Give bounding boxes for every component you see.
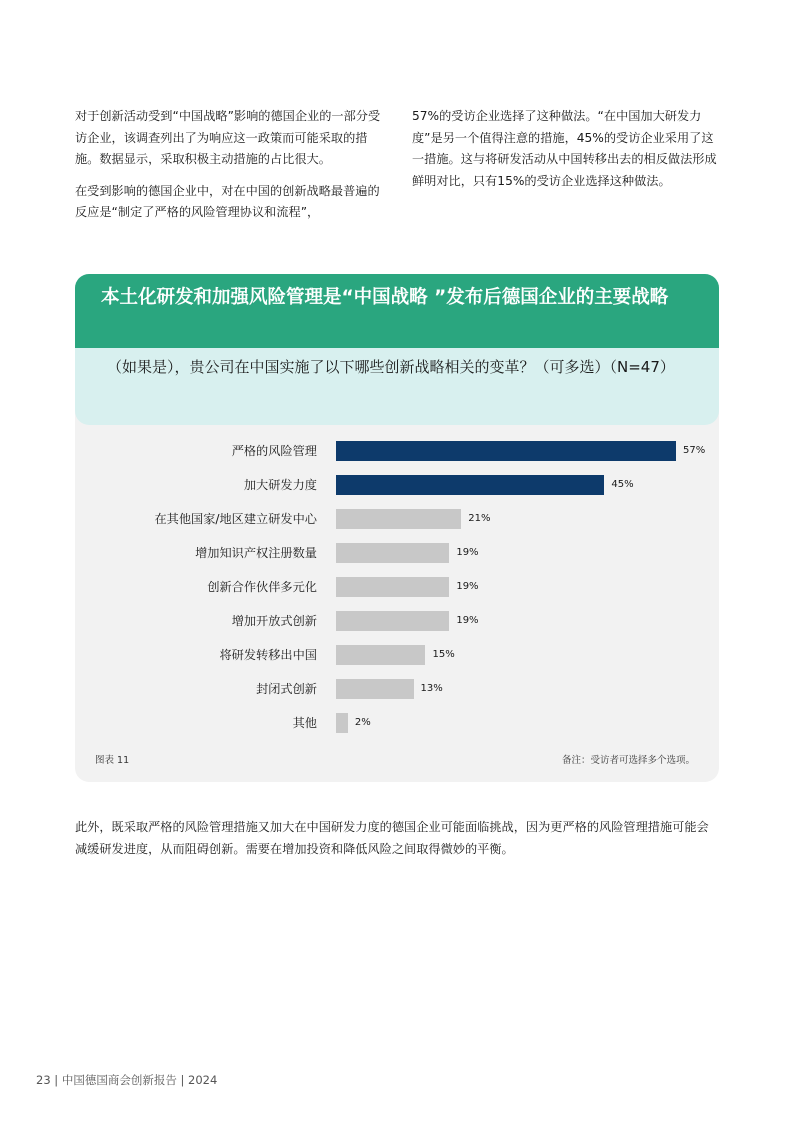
bar bbox=[336, 645, 425, 665]
bar-category-label: 其他 bbox=[292, 716, 317, 730]
bar-value-label: 57% bbox=[683, 445, 706, 456]
bar-category-label: 创新合作伙伴多元化 bbox=[207, 580, 317, 594]
bar-category-label: 封闭式创新 bbox=[256, 682, 317, 696]
bar-category-label: 严格的风险管理 bbox=[231, 444, 317, 458]
bar bbox=[336, 713, 348, 733]
bar bbox=[336, 679, 414, 699]
intro-paragraph: 对于创新活动受到“中国战略”影响的德国企业的一部分受访企业，该调查列出了为响应这一政策而可能采取的措施。数据显示，采取积极主动措施的占比很大。 bbox=[75, 109, 381, 166]
intro-right-column bbox=[412, 106, 719, 202]
bar bbox=[336, 543, 449, 563]
bar-value-label: 19% bbox=[456, 615, 479, 626]
bar-value-label: 19% bbox=[456, 581, 479, 592]
bar-value-label: 2% bbox=[354, 717, 371, 728]
figure-label: 图表 11 bbox=[95, 755, 130, 766]
intro-left-column bbox=[75, 106, 387, 234]
bar-category-label: 增加知识产权注册数量 bbox=[195, 546, 317, 560]
bar-value-label: 19% bbox=[456, 547, 479, 558]
bar-value-label: 45% bbox=[611, 479, 634, 490]
bar-category-label: 将研发转移出中国 bbox=[219, 648, 317, 662]
chart-title: 本土化研发和加强风险管理是“中国战略 ”发布后德国企业的主要战略 bbox=[75, 274, 719, 348]
bar-category-label: 增加开放式创新 bbox=[231, 614, 317, 628]
bar-chart bbox=[75, 431, 719, 731]
intro-paragraph: 57%的受访企业选择了这种做法。“在中国加大研发力度”是另一个值得注意的措施，45%的受访企业采用了这一措施。这与将研发活动从中国转移出去的相反做法形成鲜明对比，只有15%的受访企业选择这种做法。 bbox=[412, 109, 717, 188]
chart-question: （如果是），贵公司在中国实施了以下哪些创新战略相关的变革？（可多选）（N=47） bbox=[75, 348, 719, 425]
bar-category-label: 在其他国家/地区建立研发中心 bbox=[154, 512, 317, 526]
intro-paragraph: 在受到影响的德国企业中，对在中国的创新战略最普遍的反应是“制定了严格的风险管理协议和流程”， bbox=[75, 183, 380, 219]
bar-category-label: 加大研发力度 bbox=[243, 478, 317, 492]
bar bbox=[336, 441, 676, 461]
chart-card bbox=[75, 274, 719, 782]
bar-value-label: 13% bbox=[420, 683, 443, 694]
bar-value-label: 21% bbox=[468, 513, 491, 524]
bar bbox=[336, 509, 461, 529]
page-footer: 23 | 中国德国商会创新报告 | 2024 bbox=[36, 1073, 218, 1087]
bar bbox=[336, 475, 604, 495]
body-paragraph: 此外，既采取严格的风险管理措施又加大在中国研发力度的德国企业可能面临挑战，因为更严格的风险管理措施可能会减缓研发进度，从而阻碍创新。需要在增加投资和降低风险之间取得微妙的平衡。 bbox=[75, 820, 709, 856]
bar-value-label: 15% bbox=[432, 649, 455, 660]
chart-note: 备注：受访者可选择多个选项。 bbox=[561, 755, 695, 766]
bar bbox=[336, 577, 449, 597]
bar bbox=[336, 611, 449, 631]
